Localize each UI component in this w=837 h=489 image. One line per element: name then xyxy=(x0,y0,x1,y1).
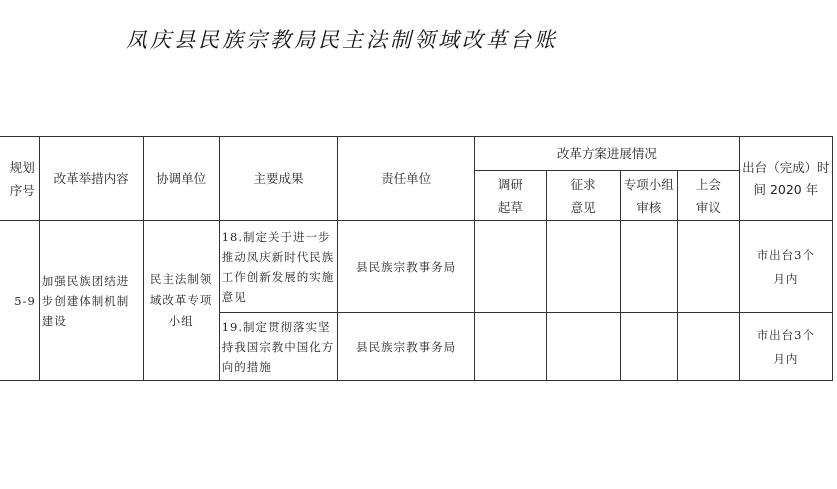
cell-result-19: 19.制定贯彻落实坚持我国宗教中国化方向的措施 xyxy=(219,313,338,381)
cell-empty xyxy=(677,221,739,313)
cell-empty xyxy=(474,313,546,381)
cell-empty xyxy=(474,221,546,313)
header-coord-unit: 协调单位 xyxy=(143,137,219,221)
header-solicit: 征求意见 xyxy=(546,171,620,221)
header-research-draft: 调研起草 xyxy=(474,171,546,221)
header-measure: 改革举措内容 xyxy=(39,137,143,221)
cell-release-18: 市出台3个月内 xyxy=(739,221,832,313)
cell-empty xyxy=(677,313,739,381)
page-title: 凤庆县民族宗教局民主法制领域改革台账 xyxy=(126,28,558,52)
cell-coord-unit: 民主法制领域改革专项小组 xyxy=(143,221,219,381)
header-meeting-review: 上会审议 xyxy=(677,171,739,221)
reform-ledger-table xyxy=(0,136,833,381)
cell-empty xyxy=(620,221,677,313)
cell-plan-no: 5-9 xyxy=(0,221,39,381)
cell-resp-unit-19: 县民族宗教事务局 xyxy=(338,313,475,381)
cell-result-18: 18.制定关于进一步推动凤庆新时代民族工作创新发展的实施意见 xyxy=(219,221,338,313)
header-release-time: 出台（完成）时间 2020 年 xyxy=(739,137,832,221)
cell-empty xyxy=(546,221,620,313)
cell-measure: 加强民族团结进步创建体制机制建设 xyxy=(39,221,143,381)
header-resp-unit: 责任单位 xyxy=(338,137,475,221)
cell-empty xyxy=(620,313,677,381)
cell-empty xyxy=(546,313,620,381)
header-main-result: 主要成果 xyxy=(219,137,338,221)
header-progress: 改革方案进展情况 xyxy=(474,137,739,171)
header-group-review: 专项小组审核 xyxy=(620,171,677,221)
cell-release-19: 市出台3个月内 xyxy=(739,313,832,381)
header-plan-no: 规划序号 xyxy=(0,137,39,221)
cell-resp-unit-18: 县民族宗教事务局 xyxy=(338,221,475,313)
